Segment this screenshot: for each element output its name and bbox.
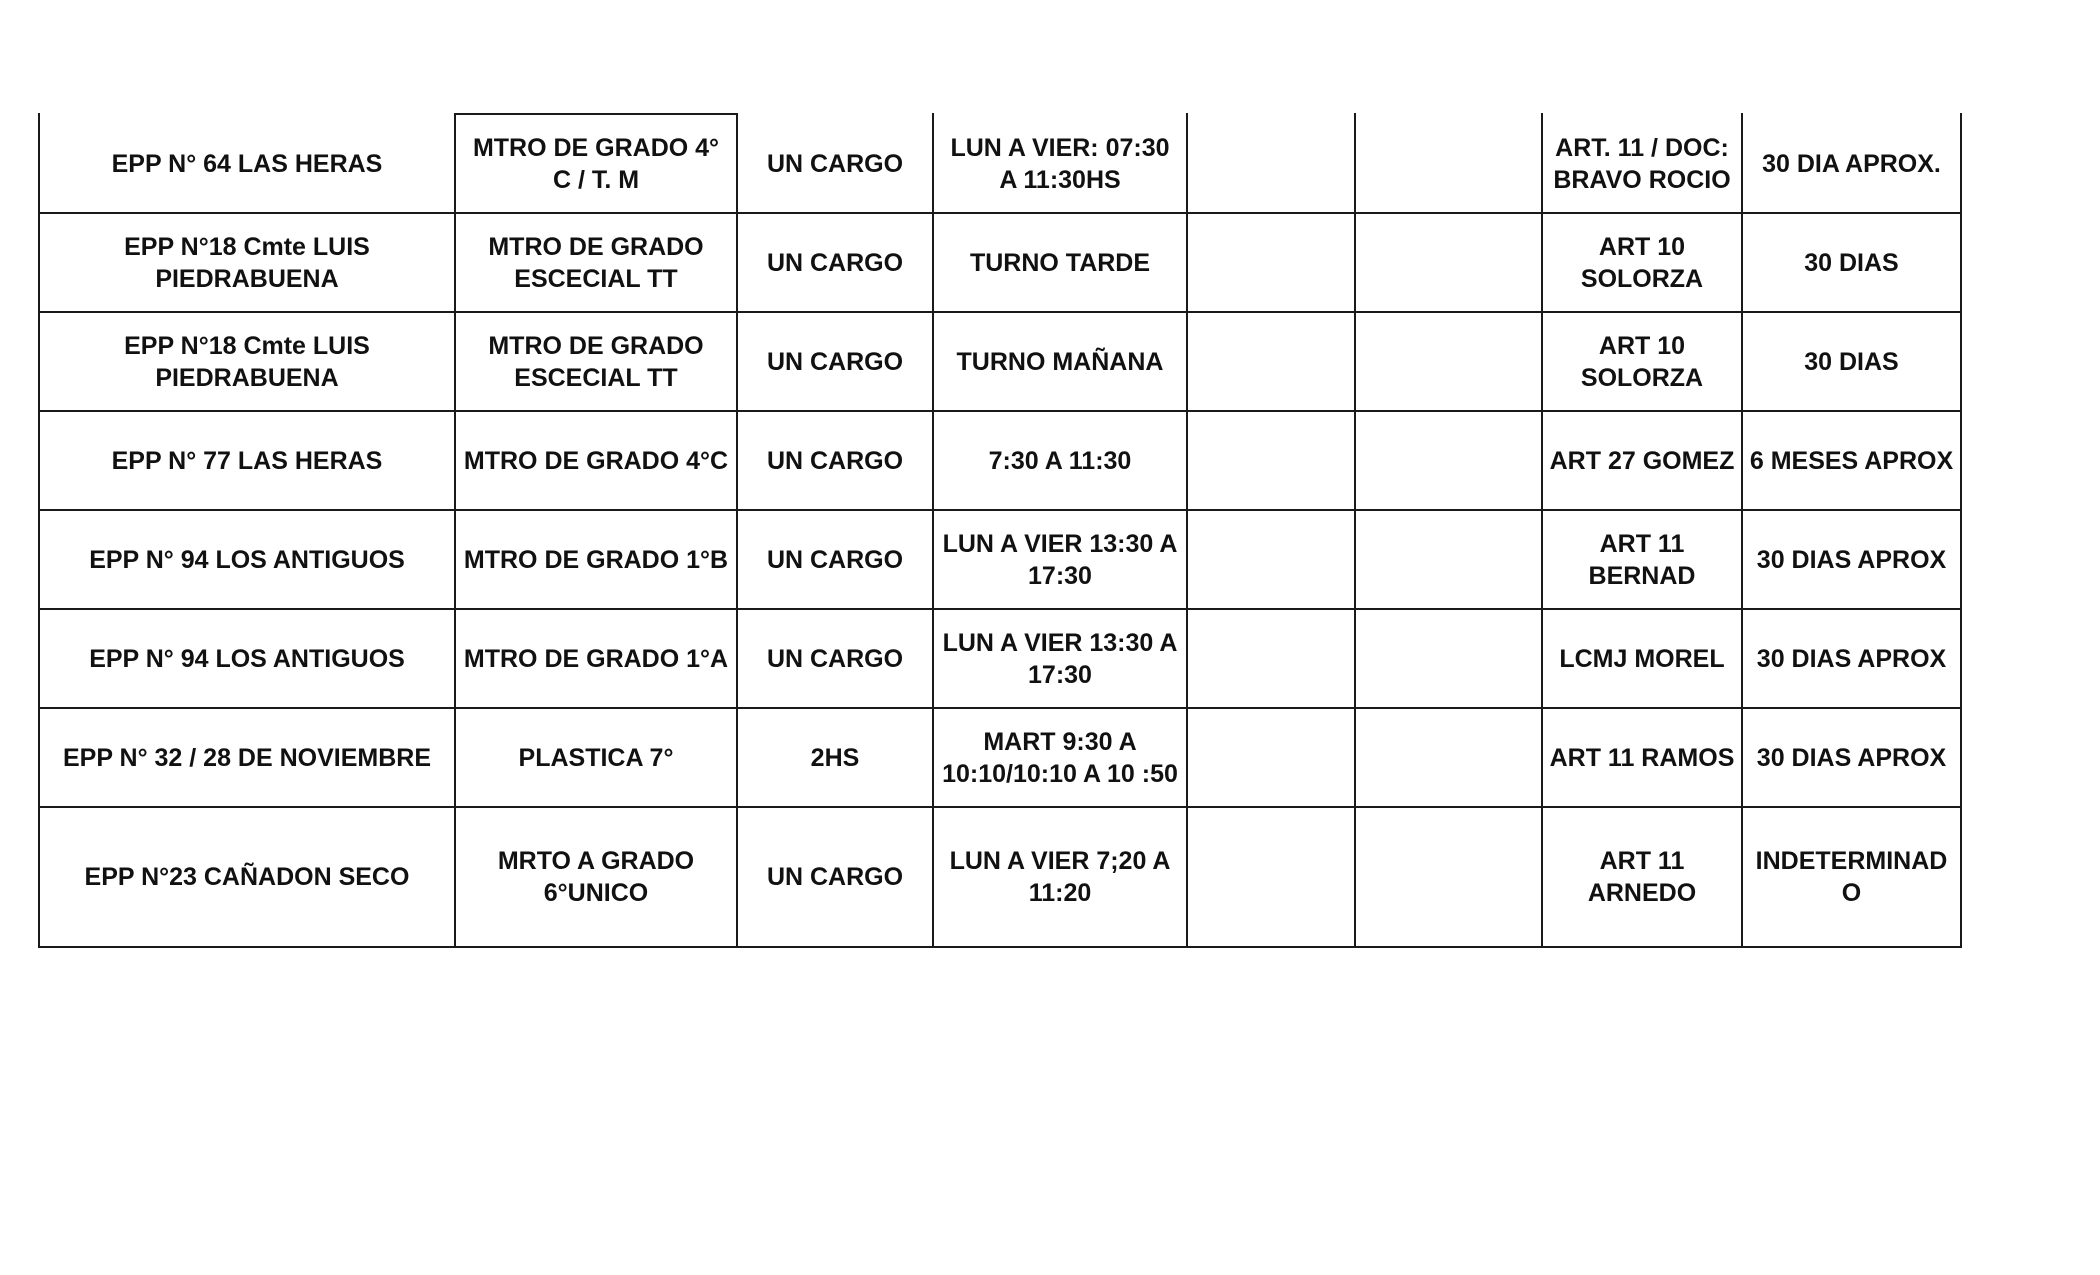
empty-cell: [1187, 609, 1355, 708]
school-cell: EPP N° 94 LOS ANTIGUOS: [39, 510, 455, 609]
reason-cell: ART 11 RAMOS: [1542, 708, 1742, 807]
duration-cell: 30 DIAS APROX: [1742, 609, 1961, 708]
position-cell: MTRO DE GRADO ESCECIAL TT: [455, 312, 737, 411]
position-cell: MRTO A GRADO 6°UNICO: [455, 807, 737, 947]
table-row: [39, 114, 1961, 213]
school-cell: EPP N° 77 LAS HERAS: [39, 411, 455, 510]
schedule-cell: LUN A VIER 13:30 A 17:30: [933, 510, 1187, 609]
reason-cell: ART 11 ARNEDO: [1542, 807, 1742, 947]
empty-cell: [1187, 114, 1355, 213]
empty-cell: [1187, 312, 1355, 411]
empty-cell: [1355, 312, 1542, 411]
school-cell: EPP N° 64 LAS HERAS: [39, 114, 455, 213]
duration-cell: 30 DIAS: [1742, 312, 1961, 411]
duration-cell: 30 DIAS APROX: [1742, 708, 1961, 807]
table-row: [39, 510, 1961, 609]
empty-cell: [1187, 708, 1355, 807]
reason-cell: ART 10 SOLORZA: [1542, 213, 1742, 312]
reason-cell: ART 10 SOLORZA: [1542, 312, 1742, 411]
empty-cell: [1187, 807, 1355, 947]
empty-cell: [1187, 213, 1355, 312]
position-cell: MTRO DE GRADO 4°C: [455, 411, 737, 510]
schedule-cell: TURNO MAÑANA: [933, 312, 1187, 411]
empty-cell: [1355, 411, 1542, 510]
school-cell: EPP N°23 CAÑADON SECO: [39, 807, 455, 947]
reason-cell: ART. 11 / DOC: BRAVO ROCIO: [1542, 114, 1742, 213]
empty-cell: [1355, 114, 1542, 213]
quantity-cell: 2HS: [737, 708, 933, 807]
empty-cell: [1355, 708, 1542, 807]
quantity-cell: UN CARGO: [737, 114, 933, 213]
empty-cell: [1355, 609, 1542, 708]
duration-cell: 6 MESES APROX: [1742, 411, 1961, 510]
schedule-cell: LUN A VIER 13:30 A 17:30: [933, 609, 1187, 708]
vacancy-table: [38, 113, 1962, 948]
school-cell: EPP N° 94 LOS ANTIGUOS: [39, 609, 455, 708]
empty-cell: [1187, 510, 1355, 609]
schedule-cell: TURNO TARDE: [933, 213, 1187, 312]
table-row: [39, 708, 1961, 807]
position-cell: MTRO DE GRADO 1°A: [455, 609, 737, 708]
quantity-cell: UN CARGO: [737, 411, 933, 510]
table-row: [39, 213, 1961, 312]
quantity-cell: UN CARGO: [737, 213, 933, 312]
position-cell: MTRO DE GRADO ESCECIAL TT: [455, 213, 737, 312]
empty-cell: [1355, 213, 1542, 312]
quantity-cell: UN CARGO: [737, 312, 933, 411]
duration-cell: 30 DIAS APROX: [1742, 510, 1961, 609]
duration-cell: 30 DIA APROX.: [1742, 114, 1961, 213]
empty-cell: [1187, 411, 1355, 510]
school-cell: EPP N°18 Cmte LUIS PIEDRABUENA: [39, 213, 455, 312]
position-cell: MTRO DE GRADO 4° C / T. M: [455, 114, 737, 213]
schedule-cell: 7:30 A 11:30: [933, 411, 1187, 510]
empty-cell: [1355, 510, 1542, 609]
reason-cell: LCMJ MOREL: [1542, 609, 1742, 708]
position-cell: PLASTICA 7°: [455, 708, 737, 807]
schedule-cell: LUN A VIER: 07:30 A 11:30HS: [933, 114, 1187, 213]
quantity-cell: UN CARGO: [737, 609, 933, 708]
school-cell: EPP N° 32 / 28 DE NOVIEMBRE: [39, 708, 455, 807]
school-cell: EPP N°18 Cmte LUIS PIEDRABUENA: [39, 312, 455, 411]
quantity-cell: UN CARGO: [737, 807, 933, 947]
table-row: [39, 312, 1961, 411]
reason-cell: ART 27 GOMEZ: [1542, 411, 1742, 510]
quantity-cell: UN CARGO: [737, 510, 933, 609]
table-row: [39, 609, 1961, 708]
position-cell: MTRO DE GRADO 1°B: [455, 510, 737, 609]
schedule-cell: LUN A VIER 7;20 A 11:20: [933, 807, 1187, 947]
empty-cell: [1355, 807, 1542, 947]
duration-cell: INDETERMINAD O: [1742, 807, 1961, 947]
schedule-cell: MART 9:30 A 10:10/10:10 A 10 :50: [933, 708, 1187, 807]
table-row: [39, 807, 1961, 947]
duration-cell: 30 DIAS: [1742, 213, 1961, 312]
reason-cell: ART 11 BERNAD: [1542, 510, 1742, 609]
table-row: [39, 411, 1961, 510]
